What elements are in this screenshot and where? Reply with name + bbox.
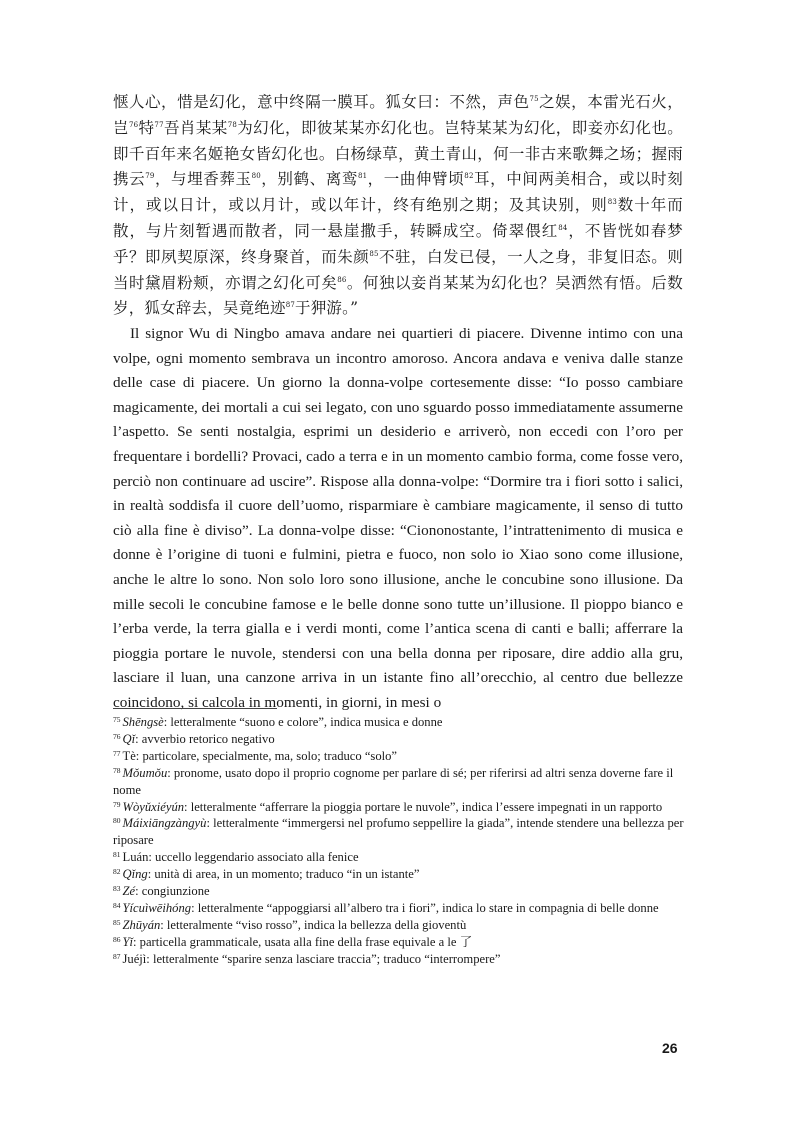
footnote-item [113,951,685,968]
chinese-text: ，别鹤、离鸾 [260,170,358,189]
footnote-text: : uccello leggendario associato alla fenice [148,850,359,865]
footnote-ref: 82 [464,172,474,181]
footnote-item [113,883,685,900]
footnote-number: 84 [113,900,121,910]
footnote-term: Mǒumǒu [122,765,168,780]
footnote-number: 83 [113,884,121,894]
footnote-term: Luán [122,850,149,865]
footnote-item [113,866,685,883]
footnote-number: 85 [113,917,121,927]
footnote-text: : letteralmente “sparire senza lasciare traccia”; traduco “interrompere” [146,951,501,966]
footnote-ref: 76 [128,120,139,129]
chinese-text: 惬人心，惜是幻化，意中终隔一膜耳。狐女曰：不然，声色 [113,93,530,111]
footnote-term: Wòyǔxiéyún [122,799,185,814]
footnote-ref: 87 [285,301,296,310]
footnote-term: Yícuìwēihóng [122,900,192,915]
footnote-text: : letteralmente “afferrare la pioggia portare le nuvole”, indica l’essere impegnati in un rapporto [184,799,663,814]
footnote-ref: 86 [337,275,347,284]
chinese-text: 数十年而散，与片刻暂遇而散者，同一悬崖撒手，转瞬成空。倚翠偎红 [113,196,683,240]
footnote-term: Shēngsè [122,715,164,729]
footnote-ref: 79 [145,172,155,181]
chinese-text: 于狎游。” [295,299,359,318]
footnote-term: Yǐ [122,934,134,949]
footnote-text: : congiunzione [135,884,210,899]
footnote-ref: 75 [529,95,539,103]
footnote-text: : letteralmente “appoggiarsi all’albero tra i fiori”, indica lo stare in compagnia di belle donne [191,900,659,915]
footnote-text: : particella grammaticale, usata alla fine della frase equivale a le 了 [133,934,473,949]
chinese-text: 为幻化，即彼某某亦幻化也。岂特某某为幻化，即妾亦幻化也。即千百年来名姬艳女皆幻化也。白杨绿草，黄土青山，何一非古来歌舞之场；握雨携云 [113,118,684,189]
italian-translation-paragraph: Il signor Wu di Ningbo amava andare nei quartieri di piacere. Divenne intimo con una volpe, ogni momento sembrava un incontro amoroso. Ancora andava e veniva dalle stanze delle case di piacere. Un giorno la donna-volpe cortesemente disse: “Io posso cambiare magicamente, dei mortali a cui sei legato, con uno sguardo posso immediatamente assumerne l’aspetto. Se senti nostalgia, esprimi un desiderio e arriverò, non eccedi con l’oro per frequentare i bordelli? Provaci, cado a terra e in un momento cambio forma, come fosse vero, perciò non continuare ad uscire”. Rispose alla donna-volpe: “Dormire tra i fiori sotto i salici, in realtà soddisfa il cuore dell’uomo, risparmiare è cambiare magicamente, il senso di tutto ciò alla fine è diviso”. La donna-volpe disse: “Ciononostante, l’intrattenimento di musica e donne è l’origine di tuoni e fulmini, pietra e fuoco, non solo io Xiao sono come illusione, anche le altre lo sono. Non solo loro sono illusione, anche le concubine sono illusione. Da mille secoli le concubine famose e le belle donne sono tutte un’illusione. Il pioppo bianco e l’erba verde, la terra gialla e i verdi monti, come l’antica scena di canti e balli; afferrare la pioggia portare le nuvole, stendersi con una bella donna per riposare, dire addio alla gru, lasciare il luan, una canzone arriva in un istante fino all’orecchio, al centro due bellezze coincidono, si calcola in momenti, in giorni, in mesi o [113,325,683,711]
footnote-term: Tè [122,748,136,763]
footnote-text: : letteralmente “immergersi nel profumo seppellire la giada”, intende stendere una bellezza per riposare [113,816,684,848]
footnote-text: : unità di area, in un momento; traduco “in un istante” [147,867,420,882]
footnote-number: 76 [113,731,121,741]
chinese-text: ，不皆恍如春梦乎？即夙契原深，终身聚首，而朱颜 [113,221,683,266]
footnote-number: 87 [113,951,121,961]
chinese-text: ，与埋香葬玉 [154,170,252,189]
footnote-number: 77 [113,748,121,758]
footnotes [113,714,685,968]
footnote-term: Zé [122,884,136,899]
footnote-number: 75 [113,715,121,724]
footnote-term: Qǐng [122,867,148,882]
footnote-number: 79 [113,799,121,809]
footnote-item [113,765,685,799]
footnote-number: 81 [113,850,121,860]
chinese-text: 耳，中间两美相合，或以时刻计，或以日计，或以月计，或以年计，终有绝别之期；及其诀别，则 [113,170,683,215]
footnote-item [113,917,685,934]
footnote-number: 86 [113,934,121,944]
footnote-item [113,748,685,765]
footnote-number: 78 [113,765,121,775]
footnote-term: Qǐ [122,731,136,746]
chinese-text: 之娱，本雷光石火，岂 [113,93,684,137]
chinese-text: 吾肖某某 [163,118,228,137]
footnote-term: Zhūyán [122,917,161,932]
footnote-ref: 78 [227,120,237,129]
footnote-term: Máixiāngzàngyù [122,816,207,831]
footnote-item [113,731,685,748]
footnote-ref: 83 [607,198,618,207]
footnote-term: Juéjì [122,951,147,966]
chinese-text: 不驻，白发已侵，一人之身，非复旧态。则当时黛眉粉颊，亦谓之幻化可矣 [113,247,683,292]
footnote-ref: 81 [357,172,368,181]
footnote-ref: 77 [154,120,164,129]
footnote-number: 82 [113,867,121,877]
footnote-item [113,815,685,849]
footnote-ref: 84 [558,223,568,232]
footnote-text: : letteralmente “suono e colore”, indica musica e donne [163,715,443,729]
chinese-text: ，一曲伸臂顷 [367,170,465,189]
footnote-item [113,934,685,951]
chinese-passage [113,90,683,322]
footnote-item [113,799,685,816]
footnote-text: : particolare, specialmente, ma, solo; traduco “solo” [135,748,398,763]
footnote-text: : pronome, usato dopo il proprio cognome per parlare di sé; per riferirsi ad altri senza doverne fare il nome [113,765,674,797]
footnote-text: : letteralmente “viso rosso”, indica la bellezza della gioventù [160,917,467,932]
page-number: 26 [662,1040,678,1056]
footnote-ref: 85 [369,249,379,258]
footnote-item [113,714,685,731]
chinese-text: 特 [138,118,155,137]
footnote-separator [113,708,277,709]
chinese-text: 。何独以妾肖某某为幻化也？吴洒然有悟。后数岁，狐女辞去，吴竟绝迹 [113,273,683,318]
footnote-item [113,900,685,917]
footnote-number: 80 [113,816,121,826]
footnote-text: : avverbio retorico negativo [135,731,275,746]
footnote-ref: 80 [251,172,261,181]
footnote-item [113,849,685,866]
